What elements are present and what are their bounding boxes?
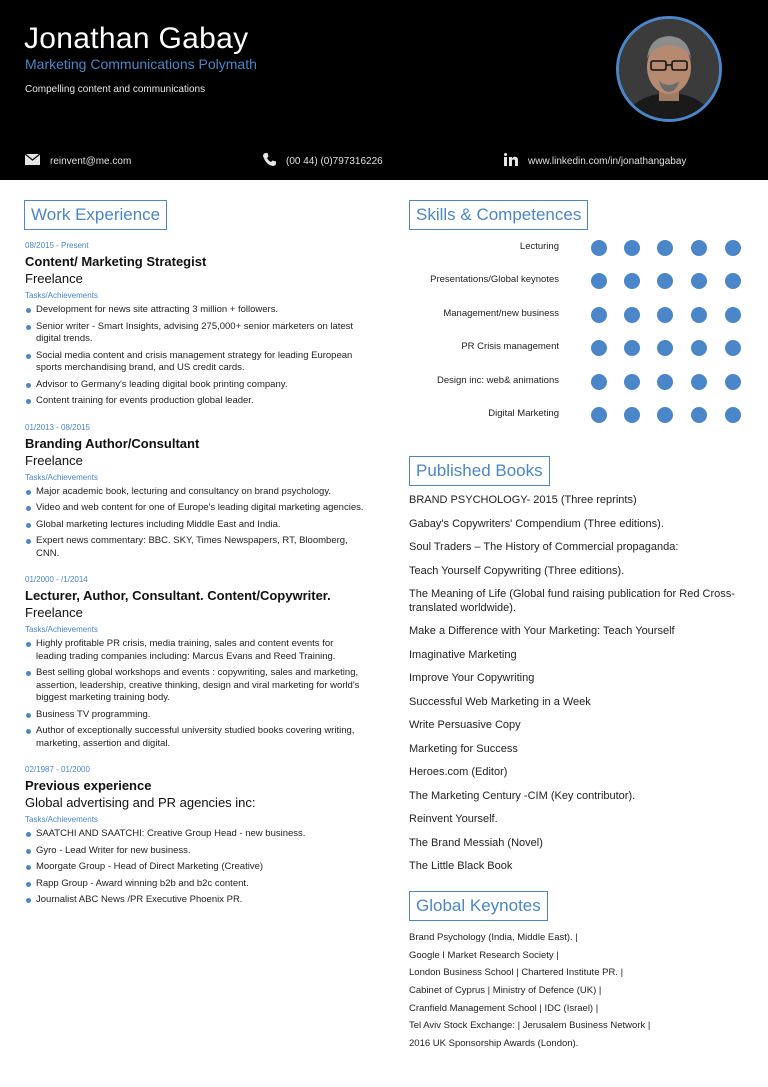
candidate-name: Jonathan Gabay xyxy=(24,22,249,55)
bullet-dot-icon xyxy=(26,729,31,734)
bullet-item xyxy=(25,725,365,750)
bullet-item xyxy=(25,486,365,499)
skill-rating-dot xyxy=(624,273,640,289)
bullet-text: Advisor to Germany's leading digital book printing company. xyxy=(36,378,288,390)
book-item: Soul Traders – The History of Commercial propaganda: xyxy=(409,541,679,553)
book-item: The Little Black Book xyxy=(409,860,513,872)
work-experience-heading: Work Experience xyxy=(24,200,167,230)
keynote-item: London Business School | Chartered Institute PR. | xyxy=(409,967,624,979)
tasks-label: Tasks/Achievements xyxy=(25,815,98,824)
email-text: reinvent@me.com xyxy=(50,155,132,167)
bullet-dot-icon xyxy=(26,490,31,495)
bullet-item xyxy=(25,709,365,722)
bullet-dot-icon xyxy=(26,898,31,903)
job-bullets xyxy=(25,304,365,408)
bullet-text: Gyro - Lead Writer for new business. xyxy=(36,844,191,856)
job-dates: 02/1987 - 01/2000 xyxy=(25,765,90,774)
contact-email[interactable] xyxy=(25,152,131,170)
job-entry xyxy=(25,574,365,750)
job-dates: 08/2015 - Present xyxy=(25,241,89,250)
job-role: Branding Author/Consultant xyxy=(25,435,200,451)
envelope-icon xyxy=(25,154,40,168)
skills-heading: Skills & Competences xyxy=(409,200,588,230)
books-list xyxy=(409,494,744,884)
skill-rating-dot xyxy=(725,273,741,289)
skill-rating-dot xyxy=(691,273,707,289)
bullet-item xyxy=(25,350,365,375)
bullet-dot-icon xyxy=(26,539,31,544)
book-item: Reinvent Yourself. xyxy=(409,813,498,825)
bullet-item xyxy=(25,894,365,907)
resume-header xyxy=(0,0,768,180)
book-item: Imaginative Marketing xyxy=(409,648,517,661)
bullet-item xyxy=(25,535,365,560)
bullet-item xyxy=(25,321,365,346)
skill-rating-dot xyxy=(657,340,673,356)
skill-rating-dot xyxy=(657,407,673,423)
bullet-dot-icon xyxy=(26,642,31,647)
skill-rating-dot xyxy=(691,307,707,323)
bullet-dot-icon xyxy=(26,325,31,330)
bullet-dot-icon xyxy=(26,865,31,870)
bullet-item xyxy=(25,519,365,532)
keynotes-heading: Global Keynotes xyxy=(409,891,548,921)
book-item: The Brand Messiah (Novel) xyxy=(409,836,543,849)
skill-rating-dot xyxy=(725,307,741,323)
job-company: Freelance xyxy=(25,605,83,620)
phone-icon xyxy=(263,153,276,169)
skill-rating-dot xyxy=(591,340,607,356)
candidate-tagline: Compelling content and communications xyxy=(25,84,206,95)
bullet-text: Business TV programming. xyxy=(36,708,151,720)
bullet-text: Major academic book, lecturing and consultancy on brand psychology. xyxy=(36,485,332,497)
bullet-text: Global marketing lectures including Middle East and India. xyxy=(36,518,281,530)
job-dates: 01/2000 - /1/2014 xyxy=(25,575,88,584)
work-experience-list xyxy=(25,240,365,921)
bullet-dot-icon xyxy=(26,713,31,718)
book-item: Marketing for Success xyxy=(409,742,518,755)
job-bullets xyxy=(25,638,365,750)
bullet-text: Journalist ABC News /PR Executive Phoenix PR. xyxy=(36,894,243,905)
bullet-dot-icon xyxy=(26,849,31,854)
bullet-text: Senior writer - Smart Insights, advising 275,000+ senior marketers on latest digital trends. xyxy=(36,320,354,344)
skill-rating-dot xyxy=(624,240,640,256)
keynote-item: Google I Market Research Society | xyxy=(409,949,559,961)
bullet-text: Best selling global workshops and events : copywriting, sales and marketing, assertion, leadership, creative thinking, design and viral marketing for world's biggest marketing training body. xyxy=(36,667,360,703)
skill-rating-dot xyxy=(657,307,673,323)
bullet-text: Rapp Group - Award winning b2b and b2c content. xyxy=(36,877,249,889)
bullet-text: SAATCHI AND SAATCHI: Creative Group Head - new business. xyxy=(36,828,306,839)
bullet-dot-icon xyxy=(26,308,31,313)
linkedin-text: www.linkedin.com/in/jonathangabay xyxy=(528,155,687,167)
bullet-item xyxy=(25,395,365,408)
job-bullets xyxy=(25,828,365,907)
tasks-label: Tasks/Achievements xyxy=(25,625,98,634)
skill-rating-dot xyxy=(691,407,707,423)
bullet-item xyxy=(25,845,365,858)
books-heading: Published Books xyxy=(409,456,550,486)
bullet-dot-icon xyxy=(26,523,31,528)
skill-rating-dot xyxy=(657,273,673,289)
book-item: Successful Web Marketing in a Week xyxy=(409,695,591,708)
profile-photo xyxy=(616,16,722,122)
bullet-text: Author of exceptionally successful university studied books covering writing, marketing, assertion and digital. xyxy=(36,725,355,749)
skill-rating-dot xyxy=(725,340,741,356)
bullet-text: Moorgate Group - Head of Direct Marketing (Creative) xyxy=(36,861,264,872)
job-entry xyxy=(25,422,365,561)
book-item: The Marketing Century -CIM (Key contributor). xyxy=(409,789,636,802)
portrait-avatar-icon xyxy=(619,19,719,119)
bullet-dot-icon xyxy=(26,354,31,359)
book-item: Improve Your Copywriting xyxy=(409,672,535,684)
skill-rating-dot xyxy=(657,240,673,256)
skill-rating-dot xyxy=(591,407,607,423)
skill-rating-dot xyxy=(591,307,607,323)
job-company: Global advertising and PR agencies inc: xyxy=(25,795,256,810)
skill-rating-dot xyxy=(725,407,741,423)
skill-rating-dot xyxy=(725,240,741,256)
bullet-text: Content training for events production global leader. xyxy=(36,395,254,406)
keynote-item: Tel Aviv Stock Exchange: | Jerusalem Business Network | xyxy=(409,1020,651,1032)
bullet-item xyxy=(25,304,365,317)
skill-rating-dot xyxy=(624,407,640,423)
tasks-label: Tasks/Achievements xyxy=(25,291,98,300)
skill-rating-dot xyxy=(725,374,741,390)
job-dates: 01/2013 - 08/2015 xyxy=(25,422,90,432)
skill-row xyxy=(409,338,740,358)
bullet-item xyxy=(25,861,365,874)
phone-text: (00 44) (0)797316226 xyxy=(286,155,383,167)
keynote-item: 2016 UK Sponsorship Awards (London). xyxy=(409,1038,579,1050)
skill-row xyxy=(409,305,740,325)
skill-rating-dot xyxy=(591,240,607,256)
tasks-label: Tasks/Achievements xyxy=(25,472,98,482)
bullet-item xyxy=(25,502,365,515)
skill-rating-dot xyxy=(591,374,607,390)
book-item: The Meaning of Life (Global fund raising publication for Red Cross- translated worldwide). xyxy=(409,588,735,614)
book-item: Gabay's Copywriters' Compendium (Three editions). xyxy=(409,517,664,530)
bullet-dot-icon xyxy=(26,383,31,388)
keynote-item: Cabinet of Cyprus | Ministry of Defence (UK) | xyxy=(409,985,602,997)
contact-linkedin[interactable] xyxy=(504,152,686,170)
job-entry xyxy=(25,240,365,408)
skill-rating-dot xyxy=(691,374,707,390)
job-company: Freelance xyxy=(25,452,83,468)
book-item: Teach Yourself Copywriting (Three editions). xyxy=(409,564,625,577)
bullet-dot-icon xyxy=(26,399,31,404)
keynote-item: Cranfield Management School | IDC (Israel) | xyxy=(409,1002,599,1014)
bullet-item xyxy=(25,638,365,663)
skill-label: Lecturing xyxy=(519,241,559,252)
skill-label: Presentations/Global keynotes xyxy=(430,274,559,285)
bullet-text: Video and web content for one of Europe's leading digital marketing agencies. xyxy=(36,502,364,513)
skill-rating-dot xyxy=(624,307,640,323)
job-role: Previous experience xyxy=(25,778,152,793)
bullet-dot-icon xyxy=(26,832,31,837)
job-bullets xyxy=(25,486,365,561)
job-company: Freelance xyxy=(25,271,83,286)
skill-row xyxy=(409,405,740,425)
linkedin-icon xyxy=(504,153,518,169)
bullet-item xyxy=(25,828,365,841)
candidate-title: Marketing Communications Polymath xyxy=(25,56,257,72)
job-role: Content/ Marketing Strategist xyxy=(25,254,207,269)
skill-label: PR Crisis management xyxy=(461,341,559,352)
skill-label: Management/new business xyxy=(443,308,559,319)
skill-row xyxy=(409,372,740,392)
contact-phone[interactable] xyxy=(263,152,383,170)
skill-rating-dot xyxy=(624,374,640,390)
skill-rating-dot xyxy=(691,240,707,256)
keynotes-list xyxy=(409,932,744,1056)
bullet-dot-icon xyxy=(26,671,31,676)
skill-rating-dot xyxy=(591,273,607,289)
book-item: Heroes.com (Editor) xyxy=(409,766,508,778)
skill-rating-dot xyxy=(657,374,673,390)
skill-row xyxy=(409,238,740,258)
skill-row xyxy=(409,271,740,291)
bullet-text: Highly profitable PR crisis, media training, sales and content events for leading trading companies including: Marcus Evans and Reed Training. xyxy=(36,638,336,662)
bullet-dot-icon xyxy=(26,882,31,887)
bullet-dot-icon xyxy=(26,506,31,511)
keynote-item: Brand Psychology (India, Middle East). | xyxy=(409,932,578,943)
skill-label: Design inc: web& animations xyxy=(437,375,559,386)
book-item: BRAND PSYCHOLOGY- 2015 (Three reprints) xyxy=(409,494,637,506)
skill-label: Digital Marketing xyxy=(488,408,559,419)
skill-rating-dot xyxy=(624,340,640,356)
bullet-text: Social media content and crisis management strategy for leading European sports merchandising brand, and US credit cards. xyxy=(36,349,353,373)
book-item: Make a Difference with Your Marketing: Teach Yourself xyxy=(409,625,675,637)
job-entry xyxy=(25,764,365,907)
job-role: Lecturer, Author, Consultant. Content/Copywriter. xyxy=(25,588,331,603)
bullet-text: Development for news site attracting 3 million + followers. xyxy=(36,304,279,315)
bullet-item xyxy=(25,878,365,891)
book-item: Write Persuasive Copy xyxy=(409,719,521,731)
bullet-item xyxy=(25,379,365,392)
bullet-item xyxy=(25,667,365,705)
skill-rating-dot xyxy=(691,340,707,356)
bullet-text: Expert news commentary: BBC. SKY, Times Newspapers, RT, Bloomberg, CNN. xyxy=(36,535,348,559)
